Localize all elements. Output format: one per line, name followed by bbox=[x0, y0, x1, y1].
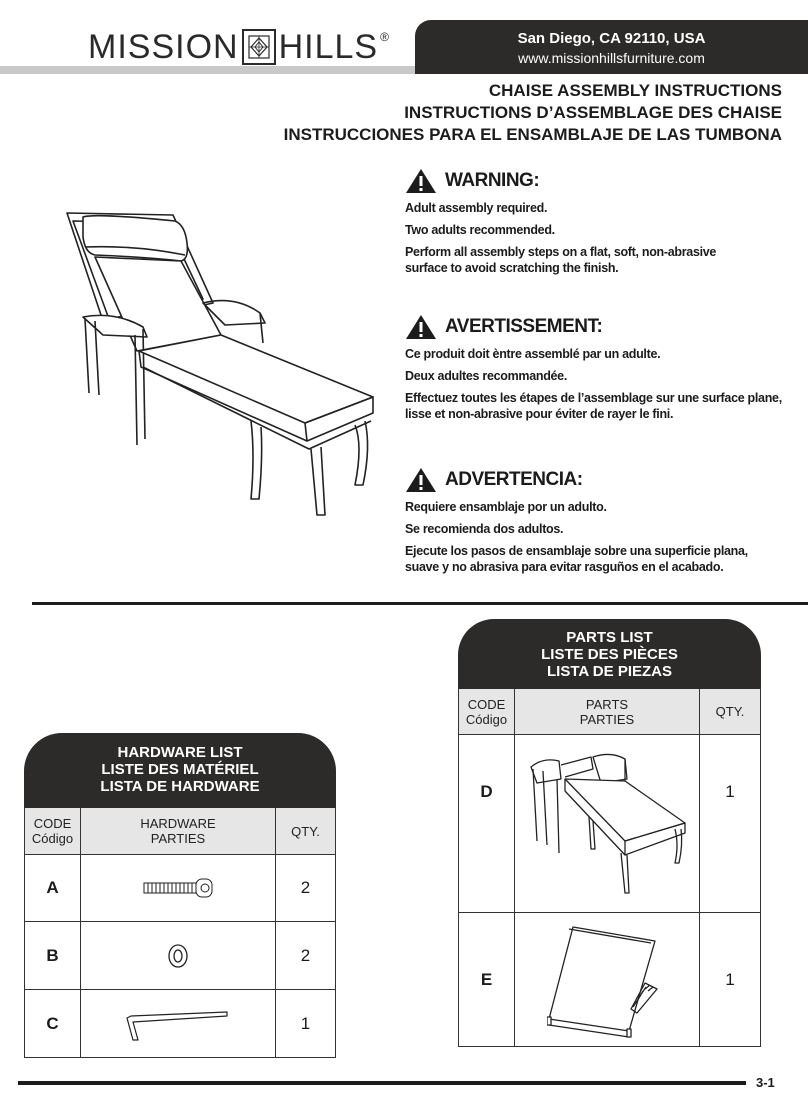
website-link[interactable]: www.missionhillsfurniture.com bbox=[518, 50, 705, 66]
contact-tab bbox=[415, 20, 808, 74]
chaise-lounge-illustration bbox=[55, 195, 395, 535]
hardware-column-headers bbox=[24, 808, 336, 855]
title-fr: INSTRUCTIONS D’ASSEMBLAGE DES CHAISE bbox=[404, 103, 782, 122]
table-row: B 2 bbox=[24, 922, 336, 990]
hardware-list-title: HARDWARE LIST LISTE DES MATÉRIEL LISTA DE HARDWARE bbox=[24, 733, 336, 808]
section-divider bbox=[32, 602, 808, 605]
brand-logo bbox=[88, 26, 390, 68]
warning-triangle-icon bbox=[405, 467, 437, 493]
brand-left: MISSION bbox=[88, 27, 239, 66]
page-number: 3-1 bbox=[756, 1075, 775, 1090]
warning-body-fr: Ce produit doit èntre assemblé par un adulte. Deux adultes recommandée. Effectuez toutes les étapes de l’assemblage sur une surface plane, lisse et non-abrasive pour éviter de rayer le fini. bbox=[405, 347, 782, 421]
brand-emblem-icon bbox=[242, 29, 276, 65]
warning-body-en: Adult assembly required. Two adults recommended. Perform all assembly steps on a flat, soft, non-abrasive surface to avoid scratching the finish. bbox=[405, 201, 717, 275]
brand-right: HILLS bbox=[278, 27, 379, 66]
bolt-icon bbox=[138, 877, 218, 899]
address: San Diego, CA 92110, USA bbox=[517, 30, 706, 47]
hardware-list-table bbox=[24, 733, 336, 1058]
table-row: A 2 bbox=[24, 855, 336, 922]
washer-icon bbox=[165, 943, 191, 969]
warning-triangle-icon bbox=[405, 314, 437, 340]
allen-wrench-icon bbox=[123, 1004, 233, 1044]
col-qty: QTY. bbox=[275, 808, 335, 854]
table-row: E 1 bbox=[458, 913, 761, 1047]
table-row: D 1 bbox=[458, 735, 761, 913]
col-parts: HARDWARE PARTIES bbox=[80, 808, 275, 854]
parts-column-headers bbox=[458, 689, 761, 735]
warning-body-es: Requiere ensamblaje por un adulto. Se recomienda dos adultos. Ejecute los pasos de ensamblaje sobre una superficie plana, suave y no abrasiva para evitar rasguños en el acabado. bbox=[405, 500, 748, 574]
col-parts: PARTS PARTIES bbox=[514, 689, 699, 734]
warning-triangle-icon bbox=[405, 168, 437, 194]
parts-list-title: PARTS LIST LISTE DES PIÈCES LISTA DE PIEZAS bbox=[458, 619, 761, 689]
warning-heading-en: WARNING: bbox=[405, 168, 539, 194]
col-code: CODE Código bbox=[31, 816, 74, 846]
table-row: C 1 bbox=[24, 990, 336, 1058]
warning-heading-fr: AVERTISSEMENT: bbox=[405, 314, 602, 340]
title-en: CHAISE ASSEMBLY INSTRUCTIONS bbox=[488, 81, 782, 100]
col-qty: QTY. bbox=[699, 689, 760, 734]
backrest-icon bbox=[547, 921, 667, 1039]
registered-mark: ® bbox=[380, 30, 390, 44]
parts-list-table bbox=[458, 619, 761, 1047]
chaise-frame-icon bbox=[521, 749, 693, 899]
warning-heading-es: ADVERTENCIA: bbox=[405, 467, 583, 493]
col-code: CODE Código bbox=[465, 696, 508, 727]
title-es: INSTRUCCIONES PARA EL ENSAMBLAJE DE LAS TUMBONA bbox=[283, 125, 782, 144]
footer-rule bbox=[18, 1081, 746, 1085]
